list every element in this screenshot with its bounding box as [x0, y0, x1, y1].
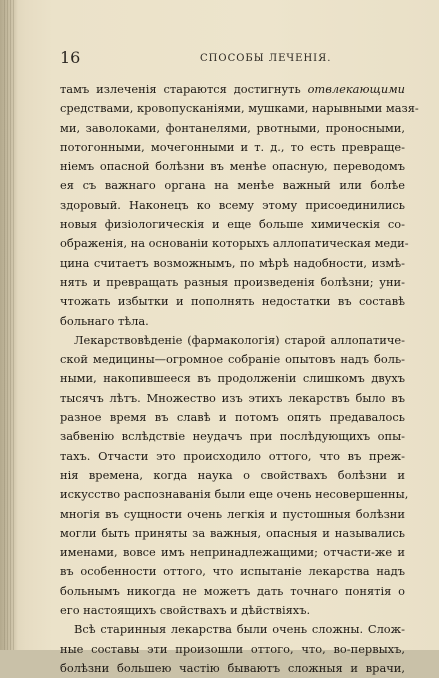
paragraph	[60, 620, 405, 678]
text-line: забвенію вслѣдствіе неудачъ при послѣдующихъ опы-	[60, 429, 405, 444]
text-line: ображенія, на основаніи которыхъ аллопатическая меди-	[60, 236, 409, 251]
text-line: ные составы эти произошли оттого, что, во-первыхъ,	[60, 641, 405, 656]
text-line: больнымъ никогда не можетъ дать точнаго понятія о	[60, 583, 405, 598]
paragraph	[60, 331, 409, 620]
paragraph	[60, 80, 419, 331]
text-line: Всѣ старинныя лекарства были очень сложны. Слож-	[74, 622, 405, 637]
text-line: его настоящихъ свойствахъ и дѣйствіяхъ.	[60, 603, 311, 618]
text-line: здоровый. Наконецъ ко всему этому присоединились	[60, 197, 405, 212]
text-line: тамъ излеченія стараются достигнуть отвлекающими	[60, 82, 405, 96]
emphasis: отвлекающими	[307, 82, 405, 96]
text-line: нять и превращать разныя произведенія болѣзни; уни-	[60, 274, 405, 289]
text-line: средствами, кровопусканіями, мушками, нарывными мазя-	[60, 101, 419, 116]
text-line: именами, вовсе имъ непринадлежащими; отчасти-же и	[60, 545, 405, 560]
text-line: ея съ важнаго органа на менѣе важный или болѣе	[60, 178, 405, 193]
text-line: Лекарствовѣденіе (фармакологія) старой аллопатиче-	[74, 332, 405, 347]
text-line: потогонными, мочегонными и т. д., то есть превраще-	[60, 139, 405, 154]
text-line: ными, накопившееся въ продолженіи слишкомъ двухъ	[60, 371, 405, 386]
text-line: ніемъ опасной болѣзни въ менѣе опасную, переводомъ	[60, 159, 405, 174]
text-line: ми, заволоками, фонтанелями, рвотными, проносными,	[60, 120, 405, 135]
text-line: многія въ сущности очень легкія и пустошныя болѣзни	[60, 506, 405, 521]
text-line: искусство распознаванія были еще очень несовершенны,	[60, 487, 409, 502]
text-line: нія времена, когда наука о свойствахъ болѣзни и	[60, 467, 405, 482]
text-line: могли быть приняты за важныя, опасныя и назывались	[60, 525, 405, 540]
binding-edge	[4, 0, 14, 650]
page-number: 16	[60, 48, 81, 67]
text-line: новыя физіологическія и еще больше химическія со-	[60, 217, 405, 232]
text-line: ской медицины—огромное собраніе опытовъ надъ боль-	[60, 352, 405, 367]
running-head: СПОСОБЫ ЛЕЧЕНІЯ.	[200, 53, 332, 64]
body-text	[60, 80, 419, 678]
text-line: разное время въ славѣ и потомъ опять предавалось	[60, 410, 405, 425]
text-line: тысячъ лѣтъ. Множество изъ этихъ лекарствъ было въ	[60, 390, 405, 405]
text-line: цина считаетъ возможнымъ, по мѣрѣ надобности, измѣ-	[60, 255, 405, 270]
text-line: болѣзни большею частію бываютъ сложныя и врачи,	[60, 660, 405, 675]
text-line: чтожать избытки и пополнять недостатки въ составѣ	[60, 294, 405, 309]
text-line: больнаго тѣла.	[60, 313, 149, 328]
text-line: тахъ. Отчасти это происходило оттого, что въ преж-	[60, 448, 405, 463]
page-header	[60, 48, 405, 70]
text-line: въ особенности оттого, что испытаніе лекарства надъ	[60, 564, 405, 579]
